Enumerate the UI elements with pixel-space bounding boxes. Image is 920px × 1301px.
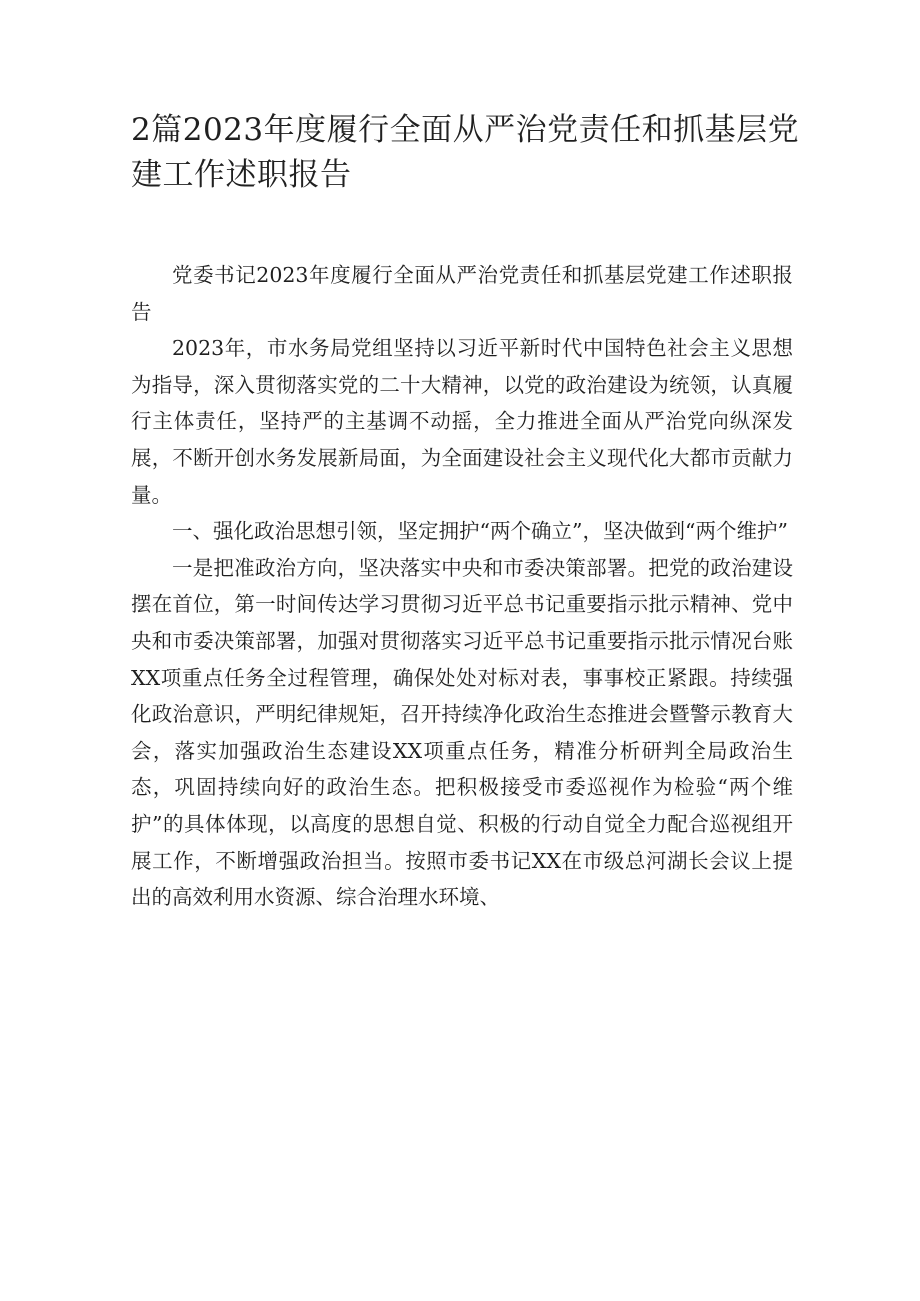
paragraph-subtitle: 党委书记2023年度履行全面从严治党责任和抓基层党建工作述职报告	[131, 263, 793, 324]
paragraph-intro: 2023年，市水务局党组坚持以习近平新时代中国特色社会主义思想为指导，深入贯彻落实党的二十大精神，以党的政治建设为统领，认真履行主体责任，坚持严的主基调不动摇，全力推进全面从严治党向纵深发展，不断开创水务发展新局面，为全面建设社会主义现代化大都市贡献力量。	[131, 336, 793, 507]
paragraph-body: 一是把准政治方向，坚决落实中央和市委决策部署。把党的政治建设摆在首位，第一时间传达学习贯彻习近平总书记重要指示批示精神、党中央和市委决策部署，加强对贯彻落实习近平总书记重要指示批示情况台账XX项重点任务全过程管理，确保处处对标对表，事事校正紧跟。持续强化政治意识，严明纪律规矩，召开持续净化政治生态推进会暨警示教育大会，落实加强政治生态建设XX项重点任务，精准分析研判全局政治生态，巩固持续向好的政治生态。把积极接受市委巡视作为检验“两个维护”的具体体现，以高度的思想自觉、积极的行动自觉全力配合巡视组开展工作，不断增强政治担当。按照市委书记XX在市级总河湖长会议上提出的高效利用水资源、综合治理水环境、	[131, 555, 793, 910]
document-title: 2篇2023年度履行全面从严治党责任和抓基层党建工作述职报告	[131, 112, 800, 193]
document-body	[131, 257, 793, 916]
section-heading: 一、强化政治思想引领，坚定拥护“两个确立”，坚决做到“两个维护”	[172, 519, 788, 544]
